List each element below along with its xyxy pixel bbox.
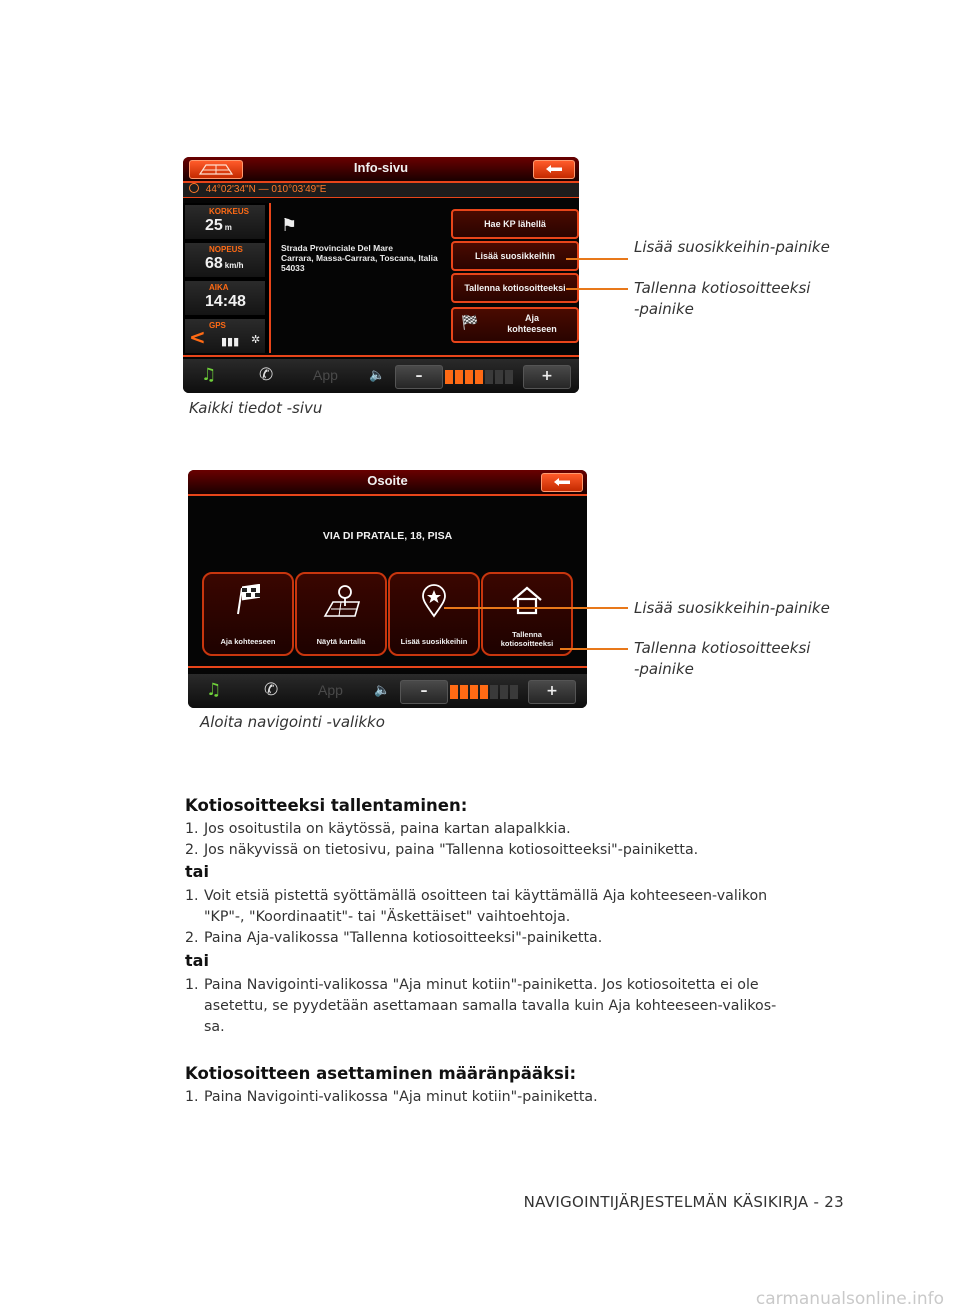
location-details bbox=[275, 203, 438, 353]
drive-button-label: Aja kohteeseen bbox=[507, 313, 557, 334]
address-text: VIA DI PRATALE, 18, PISA bbox=[322, 530, 453, 542]
section-heading: Kotiosoitteen asettaminen määränpääksi: bbox=[185, 1064, 577, 1083]
search-poi-nearby-button[interactable]: Hae KP lähellä bbox=[451, 209, 579, 239]
volume-down-button[interactable]: – bbox=[395, 365, 443, 389]
callout-favorites: Lisää suosikkeihin-painike bbox=[634, 238, 830, 256]
speed-stat bbox=[185, 243, 265, 277]
stat-value: 25 m bbox=[205, 217, 232, 234]
back-arrow-icon bbox=[550, 476, 574, 488]
callout-home: Tallenna kotiosoitteeksi -painike bbox=[634, 279, 811, 318]
list-item: 1. Jos osoitustila on käytössä, paina kartan alapalkkia. bbox=[185, 821, 571, 837]
title-bar bbox=[183, 157, 579, 183]
coordinates-text: 44°02'34"N — 010°03'49"E bbox=[205, 184, 327, 195]
step-list bbox=[185, 819, 845, 861]
music-icon[interactable]: ♫ bbox=[206, 680, 222, 700]
caption-all-info-page: Kaikki tiedot -sivu bbox=[189, 399, 323, 417]
address-screen-screenshot bbox=[188, 470, 587, 708]
volume-icon: 🔈 bbox=[374, 683, 391, 698]
back-arrow-icon bbox=[542, 163, 566, 175]
page-title: Osoite bbox=[367, 473, 408, 488]
section-heading: Kotiosoitteeksi tallentaminen: bbox=[185, 796, 468, 815]
list-item: 1. Voit etsiä pistettä syöttämällä osoitteen tai käyttämällä Aja kohteeseen-valikon "KP"-, "Koordinaatit"- tai "Äskettäiset" vaihtoehtoja. bbox=[185, 888, 768, 925]
leader-line bbox=[566, 258, 628, 260]
or-separator: tai bbox=[185, 951, 209, 970]
app-button[interactable]: App bbox=[313, 367, 338, 383]
phone-icon[interactable]: ✆ bbox=[264, 680, 279, 700]
coordinates-bar bbox=[183, 183, 579, 198]
add-to-favorites-button[interactable]: Lisää suosikkeihin bbox=[451, 241, 579, 271]
favorite-pin-icon bbox=[390, 584, 478, 622]
stat-value: 14:48 bbox=[205, 293, 246, 310]
leader-line bbox=[566, 288, 628, 290]
stat-label: KORKEUS bbox=[209, 207, 250, 216]
stat-label: GPS bbox=[209, 321, 226, 330]
callout-home: Tallenna kotiosoitteeksi -painike bbox=[634, 639, 811, 678]
tile-drive-to[interactable] bbox=[202, 572, 294, 656]
caption-start-navigation-menu: Aloita navigointi -valikko bbox=[200, 713, 385, 731]
watermark: carmanualsonline.info bbox=[755, 1289, 944, 1309]
stat-label: NOPEUS bbox=[209, 245, 243, 254]
tile-show-on-map[interactable] bbox=[295, 572, 387, 656]
tile-label: Tallenna kotiosoitteeksi bbox=[500, 630, 554, 648]
step-list bbox=[185, 1087, 845, 1108]
tile-label: Aja kohteeseen bbox=[220, 637, 276, 646]
list-item: 2. Paina Aja-valikossa "Tallenna kotiosoitteeksi"-painiketta. bbox=[185, 930, 603, 946]
list-item: 1. Paina Navigointi-valikossa "Aja minut kotiin"-painiketta. Jos kotiosoitetta ei ole asetettu, se pyydetään asettamaan samalla tavalla kuin Aja kohteeseen-valikos- sa. bbox=[185, 977, 777, 1035]
page-title: Info-sivu bbox=[353, 160, 409, 175]
gps-location-icon bbox=[189, 183, 199, 193]
gps-stat bbox=[185, 319, 265, 353]
chevron-left-icon[interactable]: < bbox=[189, 325, 206, 349]
stat-value: 68 km/h bbox=[205, 255, 244, 272]
app-button[interactable]: App bbox=[318, 682, 343, 698]
bottom-bar bbox=[183, 359, 579, 393]
step-list bbox=[185, 975, 845, 1038]
leader-line bbox=[444, 607, 628, 609]
altitude-stat bbox=[185, 205, 265, 239]
back-button[interactable] bbox=[541, 473, 583, 492]
volume-up-button[interactable]: + bbox=[528, 680, 576, 704]
location-address: Strada Provinciale Del Mare Carrara, Massa-Carrara, Toscana, Italia 54033 bbox=[281, 243, 438, 273]
tile-save-home[interactable] bbox=[481, 572, 573, 656]
list-item: 2. Jos näkyvissä on tietosivu, paina "Tallenna kotiosoitteeksi"-painiketta. bbox=[185, 842, 699, 858]
time-stat bbox=[185, 281, 265, 315]
satellite-icon: ✲ bbox=[251, 333, 261, 346]
music-icon[interactable]: ♫ bbox=[201, 365, 217, 385]
stats-column bbox=[183, 203, 271, 353]
stat-label: AIKA bbox=[209, 283, 229, 292]
direction-sign-icon: ⚑ bbox=[281, 215, 298, 236]
bottom-divider bbox=[188, 666, 587, 668]
info-page-screenshot bbox=[183, 157, 579, 393]
volume-down-button[interactable]: – bbox=[400, 680, 448, 704]
tile-label: Lisää suosikkeihin bbox=[400, 637, 468, 646]
list-item: 1. Paina Navigointi-valikossa "Aja minut kotiin"-painiketta. bbox=[185, 1089, 598, 1105]
home-icon bbox=[483, 584, 571, 620]
phone-icon[interactable]: ✆ bbox=[259, 365, 274, 385]
save-as-home-button[interactable]: Tallenna kotiosoitteeksi bbox=[451, 273, 579, 303]
checkered-flag-icon: 🏁 bbox=[461, 314, 479, 330]
or-separator: tai bbox=[185, 862, 209, 881]
leader-line bbox=[560, 648, 628, 650]
bottom-bar bbox=[188, 674, 587, 708]
signal-bars-icon: ▮▮▮ bbox=[221, 335, 240, 348]
volume-level bbox=[445, 369, 515, 383]
callout-favorites: Lisää suosikkeihin-painike bbox=[634, 599, 830, 617]
bottom-divider bbox=[183, 355, 579, 357]
volume-up-button[interactable]: + bbox=[523, 365, 571, 389]
back-button[interactable] bbox=[533, 160, 575, 179]
tile-label: Näytä kartalla bbox=[316, 637, 366, 646]
volume-level bbox=[450, 684, 520, 698]
drive-to-destination-button[interactable] bbox=[451, 307, 579, 343]
tile-add-favorites[interactable] bbox=[388, 572, 480, 656]
map-pin-icon bbox=[297, 584, 385, 624]
volume-icon: 🔈 bbox=[369, 368, 386, 383]
checkered-flag-icon bbox=[204, 584, 292, 622]
page-footer: NAVIGOINTIJÄRJESTELMÄN KÄSIKIRJA - 23 bbox=[523, 1193, 844, 1211]
step-list bbox=[185, 886, 845, 949]
title-bar bbox=[188, 470, 587, 496]
